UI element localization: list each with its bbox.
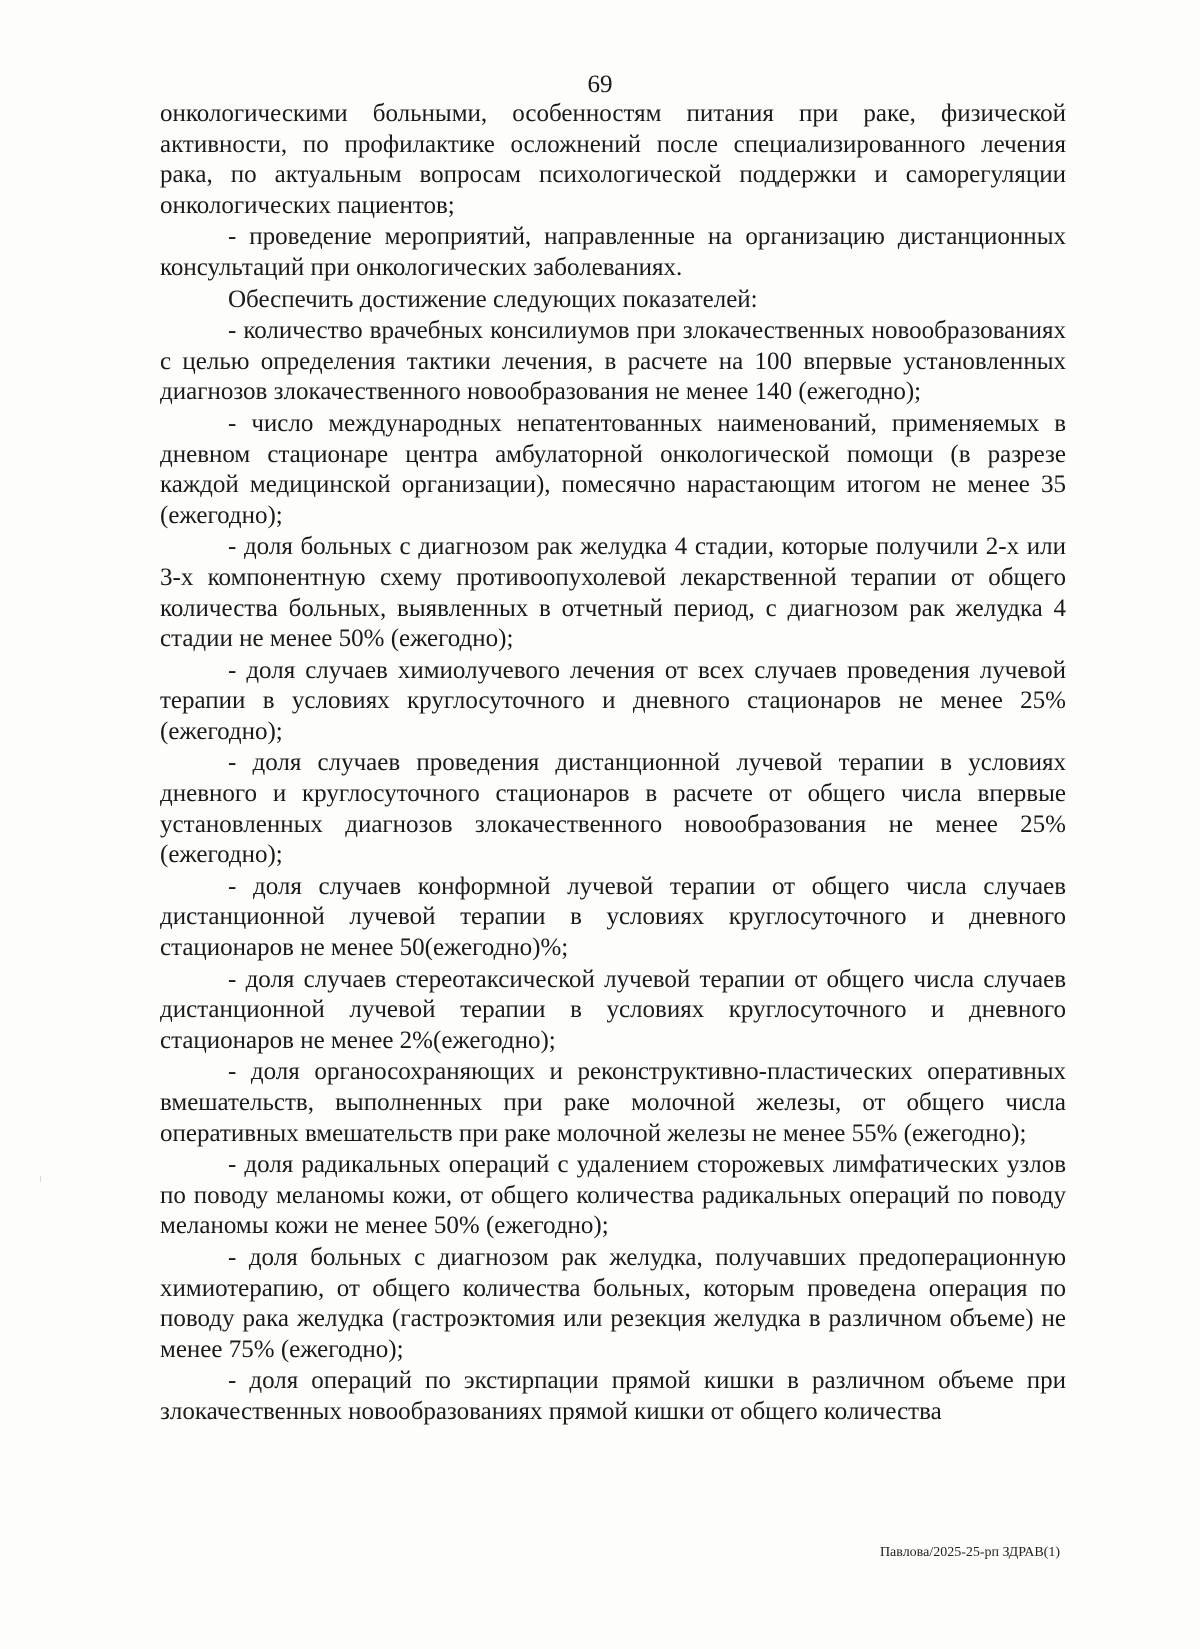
paragraph-13: - доля больных с диагнозом рак желудка, получавших предоперационную химиотерапию, от общего количества больных, которым проведена операция по поводу рака желудка (гастроэктомия или резекция желудка в различном объеме) не менее 75% (ежегодно);: [160, 1243, 1066, 1363]
paragraph-14: - доля операций по экстирпации прямой кишки в различном объеме при злокачественных новообразованиях прямой кишки от общего количества: [160, 1367, 1066, 1425]
paragraph-5: - число международных непатентованных наименований, применяемых в дневном стационаре центра амбулаторной онкологической помощи (в разрезе каждой медицинской организации), помесячно нарастающим итогом не менее 35 (ежегодно);: [160, 409, 1066, 529]
paragraph-3: Обеспечить достижение следующих показателей:: [228, 285, 758, 313]
paragraph-4: - количество врачебных консилиумов при злокачественных новообразованиях с целью определения тактики лечения, в расчете на 100 впервые установленных диагнозов злокачественного новообразования не менее 140 (ежегодно);: [160, 317, 1066, 406]
paragraph-12: - доля радикальных операций с удалением сторожевых лимфатических узлов по поводу меланомы кожи, от общего количества радикальных операций по поводу меланомы кожи не менее 50% (ежегодно);: [160, 1151, 1066, 1240]
paragraph-11: - доля органосохраняющих и реконструктивно-пластических оперативных вмешательств, выполненных при раке молочной железы, от общего числа оперативных вмешательств при раке молочной железы не менее 55% (ежегодно);: [160, 1058, 1066, 1147]
paragraph-8: - доля случаев проведения дистанционной лучевой терапии в условиях дневного и круглосуточного стационаров в расчете от общего числа впервые установленных диагнозов злокачественного новообразования не менее 25%(ежегодно);: [160, 749, 1066, 869]
footer-reference: Павлова/2025-25-рп ЗДРАВ(1): [879, 1545, 1060, 1560]
paragraph-10: - доля случаев стереотаксической лучевой терапии от общего числа случаев дистанционной лучевой терапии в условиях круглосуточного и дневного стационаров не менее 2%(ежегодно);: [160, 965, 1066, 1054]
paragraph-7: - доля случаев химиолучевого лечения от всех случаев проведения лучевой терапии в условиях круглосуточного и дневного стационаров не менее 25%(ежегодно);: [160, 656, 1066, 745]
paragraph-6: - доля больных с диагнозом рак желудка 4 стадии, которые получили 2-х или 3-х компонентную схему противоопухолевой лекарственной терапии от общего количества больных, выявленных в отчетный период, с диагнозом рак желудка 4 стадии не менее 50% (ежегодно);: [160, 533, 1066, 653]
document-body: [160, 99, 1066, 1428]
paragraph-9: - доля случаев конформной лучевой терапии от общего числа случаев дистанционной лучевой терапии в условиях круглосуточного и дневного стационаров не менее 50(ежегодно)%;: [160, 872, 1066, 962]
paragraph-2: - проведение мероприятий, направленные на организацию дистанционных консультаций при онкологических заболеваниях.: [160, 223, 1066, 281]
paragraph-1: онкологическими больными, особенностям питания при раке, физической активности, по профилактике осложнений после специализированного лечения рака, по актуальным вопросам психологической поддержки и саморегуляции онкологических пациентов;: [160, 100, 1066, 219]
scan-artifact: [40, 1176, 41, 1182]
page-number: 69: [587, 71, 613, 98]
